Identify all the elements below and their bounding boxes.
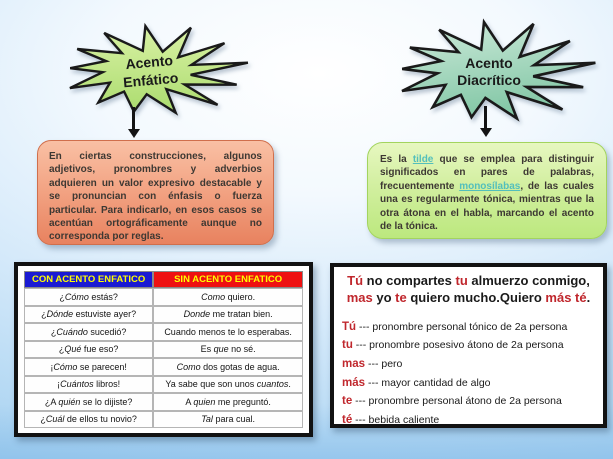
table-cell	[25, 394, 152, 410]
text-segment: Tal	[201, 414, 213, 425]
table-cell	[25, 342, 152, 358]
text-segment: Cuál	[45, 414, 65, 425]
arrow-shaft	[484, 106, 487, 128]
definition-word: té	[342, 413, 353, 426]
table-row	[25, 289, 302, 305]
tilde-link[interactable]: tilde	[412, 154, 434, 165]
emphatic-burst-label: Acento Enfático	[122, 51, 179, 90]
text-segment: se parecen!	[77, 361, 127, 372]
example-sentence-line2	[342, 290, 595, 307]
definition-line	[342, 411, 595, 430]
text-segment: más té	[545, 289, 587, 305]
text-segment: para cual.	[212, 414, 255, 425]
table-cell	[154, 307, 302, 323]
table-row	[25, 377, 302, 393]
definition-word: te	[342, 395, 353, 408]
table-header: SIN ACENTO ENFATICO	[154, 272, 302, 287]
table-row	[25, 394, 302, 410]
text-segment: de ellos tu novio?	[64, 414, 137, 425]
text-segment: almuerzo conmigo,	[467, 273, 590, 288]
table-row	[25, 359, 302, 375]
arrow-head-icon	[128, 129, 140, 138]
definition-text: --- mayor cantidad de algo	[365, 376, 491, 389]
text-segment: Qué	[64, 344, 82, 355]
text-segment: fue eso?	[81, 344, 119, 355]
definition-text: --- pronombre personal tónico de 2a persona	[356, 320, 568, 333]
text-segment: que se emplea para distinguir significados en pares de palabras, frecuentemente	[380, 154, 594, 192]
text-segment: ¿A	[44, 396, 59, 407]
table-cell	[154, 377, 302, 393]
table-header: CON ACENTO ENFATICO	[25, 272, 152, 287]
text-segment: sucedió?	[87, 326, 127, 337]
arrow-head-icon	[480, 128, 492, 137]
definition-line	[342, 355, 595, 374]
diacritic-description-box	[367, 142, 607, 239]
text-segment: tu	[455, 273, 468, 288]
table-row	[25, 307, 302, 323]
text-segment: Cómo	[64, 291, 89, 302]
arrow-shaft	[132, 107, 135, 129]
table-cell	[25, 377, 152, 393]
text-segment: A	[185, 396, 194, 407]
text-segment: Cuando menos te lo esperabas.	[164, 326, 292, 337]
text-segment: Es la	[380, 154, 413, 165]
table-cell	[25, 359, 152, 375]
text-segment: que	[213, 344, 229, 355]
text-segment: yo	[372, 289, 396, 305]
monosilabas-link[interactable]: monosílabas	[459, 180, 521, 192]
text-segment: Cómo	[53, 361, 78, 372]
definition-text: --- pero	[365, 358, 403, 371]
text-segment: Como	[201, 291, 226, 302]
table-row	[25, 324, 302, 340]
diacritic-burst-label: Acento Diacrítico	[457, 54, 521, 88]
emphatic-arrow	[127, 107, 140, 138]
text-segment: .	[288, 379, 291, 390]
diacritic-arrow	[479, 106, 492, 137]
text-segment: ¿	[58, 344, 65, 355]
example-sentence	[342, 273, 595, 307]
text-segment: quién	[58, 396, 81, 407]
table-cell	[154, 324, 302, 340]
text-segment: Ya sabe que son unos	[165, 379, 257, 390]
text-segment: libros!	[93, 379, 121, 390]
definition-word: más	[342, 376, 366, 389]
table-cell	[154, 394, 302, 410]
text-segment: Como	[176, 361, 201, 372]
text-segment: cuantos	[256, 379, 289, 390]
diacritic-description-text	[380, 153, 594, 233]
table-cell	[25, 289, 152, 305]
text-segment: quien	[193, 396, 216, 407]
table-cell	[154, 289, 302, 305]
text-segment: quiero.	[225, 291, 256, 302]
text-segment: Tú	[347, 273, 364, 288]
text-segment: dos gotas de agua.	[200, 361, 280, 372]
table-row	[25, 342, 302, 358]
text-segment: ¡	[50, 361, 54, 372]
table-cell	[25, 412, 152, 428]
text-segment: Dónde	[46, 309, 74, 320]
text-segment: , de las cuales una es regularmente tónica, mientras que la otra átona en el habla, marcando el acento de la tónica.	[380, 180, 594, 232]
table-cell	[154, 359, 302, 375]
enfatico-table-header-row	[25, 272, 302, 287]
table-row	[25, 412, 302, 428]
text-segment: ¿	[50, 326, 57, 337]
text-segment: Donde	[183, 309, 211, 320]
text-segment: estás?	[88, 291, 118, 302]
text-segment: ¿	[41, 309, 47, 320]
emphatic-table	[14, 262, 313, 437]
table-cell	[154, 412, 302, 428]
text-segment: se lo dijiste?	[80, 396, 133, 407]
emphatic-description-box	[37, 140, 274, 245]
text-segment: Es	[200, 344, 214, 355]
definitions-list	[342, 318, 595, 430]
text-segment: Cuándo	[56, 326, 88, 337]
example-sentence-line1	[342, 273, 595, 290]
text-segment: ¡	[57, 379, 61, 390]
text-segment: te	[395, 289, 407, 305]
definition-line	[342, 318, 595, 337]
definition-text: --- pronombre personal átono de 2a persona	[352, 395, 562, 408]
text-segment: no compartes	[363, 273, 456, 288]
definition-line	[342, 392, 595, 411]
definition-text: --- bebida caliente	[352, 413, 440, 426]
text-segment: me preguntó.	[215, 396, 271, 407]
definition-word: Tú	[342, 320, 357, 333]
text-segment: ¿	[40, 414, 46, 425]
enfatico-table-body	[25, 289, 302, 427]
definition-line	[342, 374, 595, 393]
text-segment: no sé.	[228, 344, 256, 355]
definition-word: tu	[342, 339, 353, 352]
text-segment: Cuántos	[60, 379, 94, 390]
table-cell	[25, 324, 152, 340]
emphatic-description-text: En ciertas construcciones, algunos adjetivos, pronombres y adverbios adquieren un valor expresivo destacable y se pronuncian con énfasis o fuerza particular. Para indicarlo, en esos casos se acentúan ortográficamente aunque no corresponda por reglas.	[49, 151, 262, 243]
emphatic-comparison-table	[23, 270, 304, 429]
text-segment: estuviste ayer?	[73, 309, 137, 320]
text-segment: ¿	[59, 291, 65, 302]
definition-text: --- pronombre posesivo átono de 2a persona	[352, 339, 564, 352]
text-segment: mas	[346, 289, 373, 305]
text-segment: quiero mucho.Quiero	[406, 289, 546, 305]
definition-line	[342, 336, 595, 355]
table-cell	[25, 307, 152, 323]
text-segment: .	[586, 289, 591, 305]
diacritic-example-box	[330, 263, 607, 428]
table-cell	[154, 342, 302, 358]
definition-word: mas	[342, 358, 366, 371]
text-segment: me tratan bien.	[210, 309, 273, 320]
